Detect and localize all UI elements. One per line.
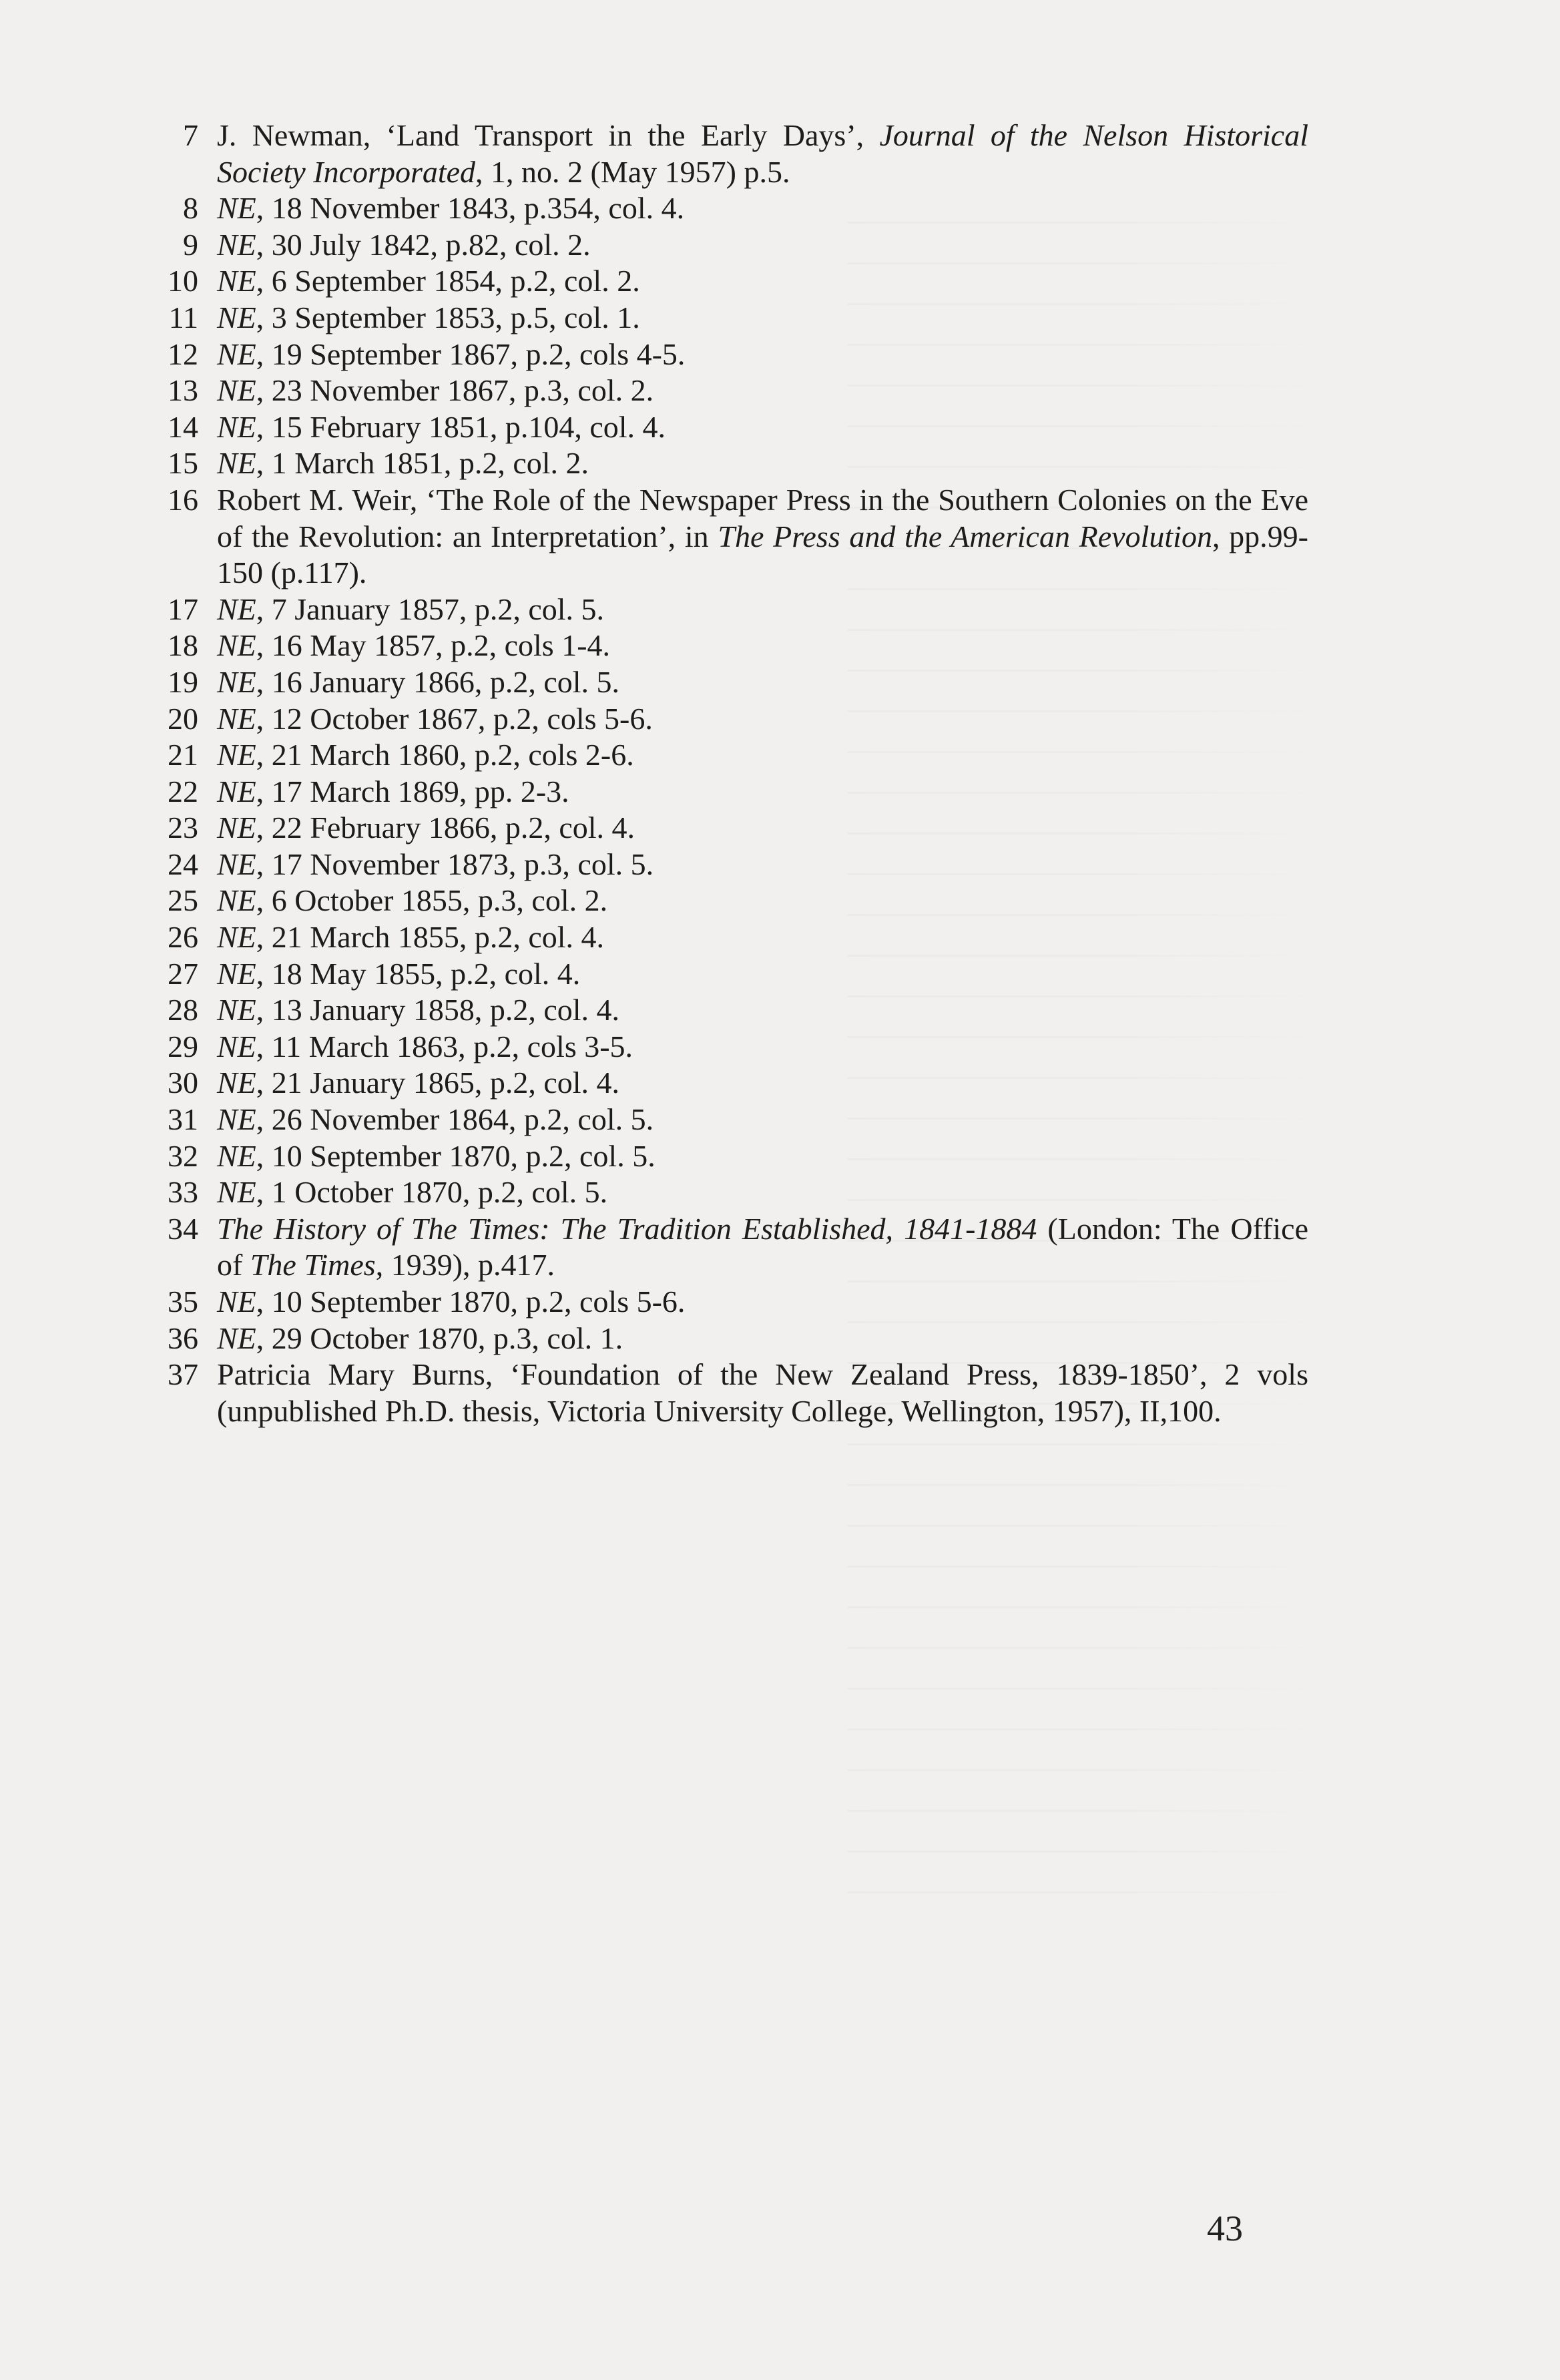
endnote-text bbox=[217, 628, 1308, 664]
endnote-11 bbox=[160, 300, 1308, 336]
endnote-text-run: , 15 February 1851, p.104, col. 4. bbox=[256, 409, 666, 444]
endnote-34 bbox=[160, 1211, 1308, 1284]
endnote-italic-text: NE bbox=[217, 1284, 256, 1319]
endnote-text bbox=[217, 117, 1308, 190]
endnote-number: 15 bbox=[168, 446, 198, 481]
endnote-19 bbox=[160, 664, 1308, 701]
endnote-8 bbox=[160, 190, 1308, 227]
endnote-number: 11 bbox=[168, 300, 198, 334]
endnote-text bbox=[217, 1357, 1308, 1429]
endnote-text-run: Patricia Mary Burns, ‘Foundation of the New Zealand Press, 1839-1850’, 2 vols (unpublished Ph.D. thesis, Victoria University College, Wellington, 1957), II,100. bbox=[217, 1357, 1308, 1428]
endnote-italic-text: NE bbox=[217, 774, 256, 808]
show-through-line bbox=[848, 1829, 1315, 1870]
endnote-number: 17 bbox=[168, 591, 198, 626]
endnote-italic-text: NE bbox=[217, 227, 256, 262]
endnote-italic-text: NE bbox=[217, 591, 256, 626]
endnote-20 bbox=[160, 701, 1308, 738]
endnote-number: 19 bbox=[168, 664, 198, 699]
endnote-italic-text: NE bbox=[217, 847, 256, 881]
show-through-line bbox=[848, 1503, 1315, 1544]
endnote-italic-text: NE bbox=[217, 993, 256, 1027]
endnote-text-run: , 18 November 1843, p.354, col. 4. bbox=[256, 191, 685, 226]
endnote-italic-text: NE bbox=[217, 1102, 256, 1137]
endnote-16 bbox=[160, 482, 1308, 591]
endnote-number: 21 bbox=[168, 738, 198, 772]
endnote-italic-text: NE bbox=[217, 336, 256, 371]
endnote-24 bbox=[160, 847, 1308, 883]
endnote-italic-text: NE bbox=[217, 664, 256, 699]
endnote-number: 22 bbox=[168, 774, 198, 808]
endnotes-list bbox=[160, 117, 1308, 1429]
endnote-text-run: , 1 October 1870, p.2, col. 5. bbox=[256, 1175, 608, 1210]
endnote-23 bbox=[160, 810, 1308, 847]
endnote-28 bbox=[160, 992, 1308, 1029]
show-through-line bbox=[848, 1789, 1315, 1829]
endnote-text-run: , 7 January 1857, p.2, col. 5. bbox=[256, 591, 605, 626]
endnote-text bbox=[217, 701, 1308, 738]
endnote-italic-text: NE bbox=[217, 1321, 256, 1355]
endnote-number: 36 bbox=[168, 1321, 198, 1355]
endnote-number: 10 bbox=[168, 264, 198, 298]
endnote-italic-text: NE bbox=[217, 1175, 256, 1210]
endnote-text-run: , 16 January 1866, p.2, col. 5. bbox=[256, 664, 620, 699]
endnote-26 bbox=[160, 919, 1308, 956]
endnote-italic-text: NE bbox=[217, 191, 256, 226]
endnote-text bbox=[217, 883, 1308, 919]
endnote-37 bbox=[160, 1357, 1308, 1429]
endnote-text bbox=[217, 227, 1308, 264]
endnote-15 bbox=[160, 445, 1308, 482]
endnote-17 bbox=[160, 591, 1308, 628]
endnote-text bbox=[217, 919, 1308, 956]
endnote-text-run: Robert M. Weir, ‘The Role of the Newspaper Press in the Southern Colonies on the Eve of the Revolution: an Interpretation’, in bbox=[217, 482, 1308, 553]
endnote-25 bbox=[160, 883, 1308, 919]
endnote-text bbox=[217, 482, 1308, 591]
endnote-number: 37 bbox=[168, 1357, 198, 1392]
endnote-text-run: , 1, no. 2 (May 1957) p.5. bbox=[475, 154, 790, 189]
endnote-text-run: , 13 January 1858, p.2, col. 4. bbox=[256, 993, 620, 1027]
endnote-text bbox=[217, 591, 1308, 628]
endnote-text bbox=[217, 1138, 1308, 1175]
endnote-text-run: , 17 March 1869, pp. 2-3. bbox=[256, 774, 569, 808]
endnote-33 bbox=[160, 1174, 1308, 1211]
endnote-italic-text: NE bbox=[217, 300, 256, 334]
endnote-number: 8 bbox=[183, 191, 198, 226]
endnote-27 bbox=[160, 956, 1308, 993]
endnote-text-run: , 29 October 1870, p.3, col. 1. bbox=[256, 1321, 623, 1355]
endnote-text-run: , 10 September 1870, p.2, cols 5-6. bbox=[256, 1284, 686, 1319]
endnote-italic-text: NE bbox=[217, 264, 256, 298]
endnote-italic-text: NE bbox=[217, 701, 256, 736]
endnote-36 bbox=[160, 1321, 1308, 1357]
endnote-text bbox=[217, 1102, 1308, 1138]
endnote-number: 9 bbox=[183, 227, 198, 262]
endnote-number: 34 bbox=[168, 1211, 198, 1246]
endnote-number: 13 bbox=[168, 373, 198, 408]
endnote-number: 28 bbox=[168, 993, 198, 1027]
endnote-text bbox=[217, 1065, 1308, 1102]
endnote-number: 18 bbox=[168, 628, 198, 663]
endnote-text bbox=[217, 263, 1308, 300]
show-through-line bbox=[848, 1870, 1315, 1911]
endnote-text-run: , 18 May 1855, p.2, col. 4. bbox=[256, 956, 581, 991]
endnote-text bbox=[217, 300, 1308, 336]
endnote-text-run: , 19 September 1867, p.2, cols 4-5. bbox=[256, 336, 686, 371]
endnote-10 bbox=[160, 263, 1308, 300]
endnote-text bbox=[217, 992, 1308, 1029]
show-through-line bbox=[848, 1544, 1315, 1585]
endnote-text-run: , 10 September 1870, p.2, col. 5. bbox=[256, 1138, 656, 1173]
endnote-number: 31 bbox=[168, 1102, 198, 1137]
endnote-text bbox=[217, 956, 1308, 993]
endnote-text-run: , 21 March 1860, p.2, cols 2-6. bbox=[256, 738, 634, 772]
endnote-italic-text: NE bbox=[217, 446, 256, 481]
endnote-text-run: , 30 July 1842, p.82, col. 2. bbox=[256, 227, 591, 262]
endnote-30 bbox=[160, 1065, 1308, 1102]
endnote-text bbox=[217, 409, 1308, 446]
endnote-text bbox=[217, 847, 1308, 883]
endnote-italic-text: NE bbox=[217, 628, 256, 663]
endnote-text-run: , 21 January 1865, p.2, col. 4. bbox=[256, 1065, 620, 1100]
endnote-italic-text: NE bbox=[217, 810, 256, 845]
show-through-line bbox=[848, 1707, 1315, 1748]
endnote-text-run: , 16 May 1857, p.2, cols 1-4. bbox=[256, 628, 611, 663]
endnote-number: 27 bbox=[168, 956, 198, 991]
endnote-text-run: , pp.99-150 (p.117). bbox=[217, 519, 1308, 590]
endnote-text bbox=[217, 1174, 1308, 1211]
endnote-italic-text: The Times bbox=[250, 1248, 376, 1282]
endnote-number: 32 bbox=[168, 1138, 198, 1173]
endnote-number: 20 bbox=[168, 701, 198, 736]
endnote-text-run: , 1939), p.417. bbox=[375, 1248, 555, 1282]
endnote-text-run: , 1 March 1851, p.2, col. 2. bbox=[256, 446, 589, 481]
endnote-9 bbox=[160, 227, 1308, 264]
endnote-number: 25 bbox=[168, 883, 198, 918]
endnote-14 bbox=[160, 409, 1308, 446]
endnote-text bbox=[217, 664, 1308, 701]
endnote-number: 16 bbox=[168, 482, 198, 517]
show-through-line bbox=[848, 1748, 1315, 1789]
endnote-number: 26 bbox=[168, 920, 198, 955]
endnote-text bbox=[217, 190, 1308, 227]
endnote-text-run: , 22 February 1866, p.2, col. 4. bbox=[256, 810, 635, 845]
endnote-text bbox=[217, 737, 1308, 774]
endnote-21 bbox=[160, 737, 1308, 774]
endnote-number: 35 bbox=[168, 1284, 198, 1319]
endnote-text-run: , 3 September 1853, p.5, col. 1. bbox=[256, 300, 640, 334]
page-number: 43 bbox=[1207, 2208, 1243, 2248]
endnote-italic-text: NE bbox=[217, 373, 256, 408]
endnote-text bbox=[217, 336, 1308, 373]
endnote-text-run: , 26 November 1864, p.2, col. 5. bbox=[256, 1102, 654, 1137]
endnote-text bbox=[217, 1211, 1308, 1284]
endnote-italic-text: NE bbox=[217, 1138, 256, 1173]
endnote-italic-text: The History of The Times: The Tradition Established, 1841-1884 bbox=[217, 1211, 1037, 1246]
endnote-italic-text: NE bbox=[217, 956, 256, 991]
endnote-text bbox=[217, 445, 1308, 482]
endnote-number: 29 bbox=[168, 1029, 198, 1063]
endnote-22 bbox=[160, 774, 1308, 810]
endnote-number: 24 bbox=[168, 847, 198, 881]
endnote-italic-text: The Press and the American Revolution bbox=[718, 519, 1212, 553]
endnote-text-run: J. Newman, ‘Land Transport in the Early Days’, bbox=[217, 118, 880, 152]
endnote-italic-text: NE bbox=[217, 920, 256, 955]
endnote-text bbox=[217, 373, 1308, 409]
endnote-text-run: , 21 March 1855, p.2, col. 4. bbox=[256, 920, 605, 955]
endnote-number: 30 bbox=[168, 1065, 198, 1100]
show-through-line bbox=[848, 1626, 1315, 1666]
endnote-18 bbox=[160, 628, 1308, 664]
endnote-italic-text: Journal of the Nelson Historical Society Incorporated bbox=[217, 118, 1309, 189]
endnote-7 bbox=[160, 117, 1308, 190]
endnote-text-run: , 6 September 1854, p.2, col. 2. bbox=[256, 264, 640, 298]
endnote-text-run: , 11 March 1863, p.2, cols 3-5. bbox=[256, 1029, 633, 1063]
endnote-text bbox=[217, 1321, 1308, 1357]
endnote-text bbox=[217, 1284, 1308, 1321]
endnote-number: 33 bbox=[168, 1175, 198, 1210]
endnote-italic-text: NE bbox=[217, 1065, 256, 1100]
endnote-text bbox=[217, 810, 1308, 847]
show-through-line bbox=[848, 1463, 1315, 1503]
endnote-text-run: , 12 October 1867, p.2, cols 5-6. bbox=[256, 701, 653, 736]
endnote-italic-text: NE bbox=[217, 1029, 256, 1063]
endnote-text-run: , 17 November 1873, p.3, col. 5. bbox=[256, 847, 654, 881]
endnote-text-run: , 23 November 1867, p.3, col. 2. bbox=[256, 373, 654, 408]
endnote-number: 7 bbox=[183, 118, 198, 152]
endnote-italic-text: NE bbox=[217, 738, 256, 772]
endnote-31 bbox=[160, 1102, 1308, 1138]
endnote-number: 12 bbox=[168, 336, 198, 371]
show-through-line bbox=[848, 1585, 1315, 1626]
endnote-number: 14 bbox=[168, 409, 198, 444]
endnote-number: 23 bbox=[168, 810, 198, 845]
show-through-line bbox=[848, 1666, 1315, 1707]
endnote-text-run: , 6 October 1855, p.3, col. 2. bbox=[256, 883, 608, 918]
endnote-text bbox=[217, 774, 1308, 810]
endnote-29 bbox=[160, 1029, 1308, 1065]
endnote-35 bbox=[160, 1284, 1308, 1321]
endnote-text bbox=[217, 1029, 1308, 1065]
endnote-13 bbox=[160, 373, 1308, 409]
endnote-text-run: (London: The Office of bbox=[217, 1211, 1308, 1282]
endnote-italic-text: NE bbox=[217, 409, 256, 444]
endnote-12 bbox=[160, 336, 1308, 373]
endnote-32 bbox=[160, 1138, 1308, 1175]
endnote-italic-text: NE bbox=[217, 883, 256, 918]
